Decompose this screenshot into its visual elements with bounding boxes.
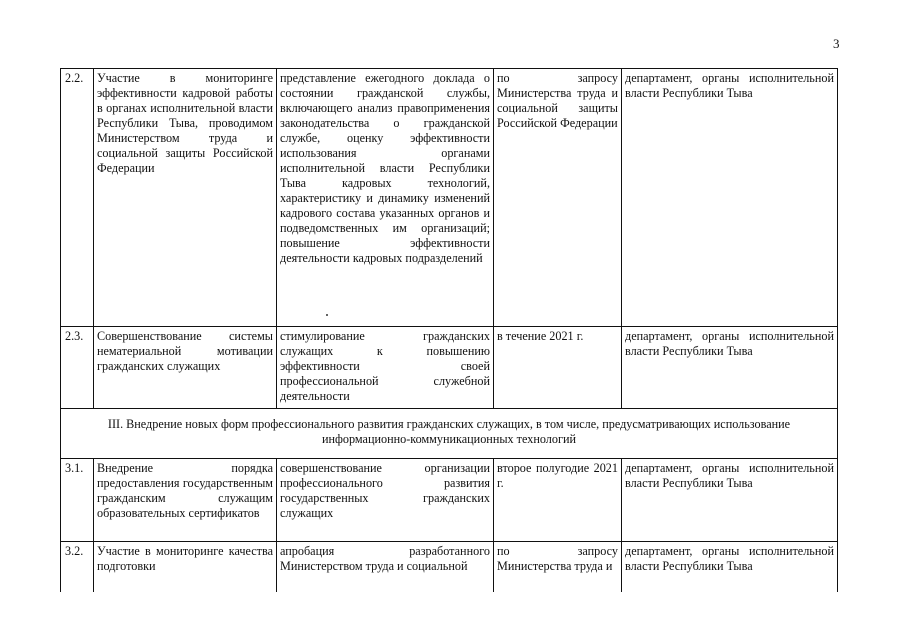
table-row bbox=[61, 327, 838, 409]
section-heading-row bbox=[61, 409, 838, 459]
responsible-cell: департамент, органы исполнительной власти Республики Тыва bbox=[622, 542, 838, 592]
result-cell: совершенствование организации профессионального развития государственных гражданских служащих bbox=[277, 459, 494, 542]
row-number: 2.2. bbox=[61, 69, 94, 327]
term-cell: по запросу Министерства труда и bbox=[494, 542, 622, 592]
term-cell: второе полугодие 2021 г. bbox=[494, 459, 622, 542]
scan-speck bbox=[326, 314, 328, 316]
plan-table bbox=[60, 68, 838, 592]
result-cell: апробация разработанного Министерством труда и социальной bbox=[277, 542, 494, 592]
section-heading: III. Внедрение новых форм профессионального развития гражданских служащих, в том числе, предусматривающих использование информационно-коммуникационных технологий bbox=[61, 409, 838, 459]
table-row bbox=[61, 459, 838, 542]
row-number: 3.2. bbox=[61, 542, 94, 592]
term-cell: в течение 2021 г. bbox=[494, 327, 622, 409]
activity-cell: Участие в мониторинге качества подготовки bbox=[94, 542, 277, 592]
responsible-cell: департамент, органы исполнительной власти Республики Тыва bbox=[622, 459, 838, 542]
row-number: 3.1. bbox=[61, 459, 94, 542]
responsible-cell: департамент, органы исполнительной власти Республики Тыва bbox=[622, 69, 838, 327]
row-number: 2.3. bbox=[61, 327, 94, 409]
activity-cell: Совершенствование системы нематериальной мотивации гражданских служащих bbox=[94, 327, 277, 409]
term-cell: по запросу Министерства труда и социальной защиты Российской Федерации bbox=[494, 69, 622, 327]
activity-cell: Участие в мониторинге эффективности кадровой работы в органах исполнительной власти Республики Тыва, проводимом Министерством труда и социальной защиты Российской Федерации bbox=[94, 69, 277, 327]
table-row bbox=[61, 542, 838, 592]
responsible-cell: департамент, органы исполнительной власти Республики Тыва bbox=[622, 327, 838, 409]
result-cell: стимулирование гражданских служащих к повышению эффективности своей профессиональной служебной деятельности bbox=[277, 327, 494, 409]
result-cell: представление ежегодного доклада о состоянии гражданской службы, включающего анализ правоприменения законодательства о гражданской службе, оценку эффективности использования органами исполнительной власти Республики Тыва кадровых технологий, характеристику и динамику изменений кадрового состава указанных органов и подведомственных им организаций; повышение эффективности деятельности кадровых подразделений bbox=[277, 69, 494, 327]
page-number: 3 bbox=[833, 36, 840, 51]
activity-cell: Внедрение порядка предоставления государственным гражданским служащим образовательных сертификатов bbox=[94, 459, 277, 542]
table-row bbox=[61, 69, 838, 327]
